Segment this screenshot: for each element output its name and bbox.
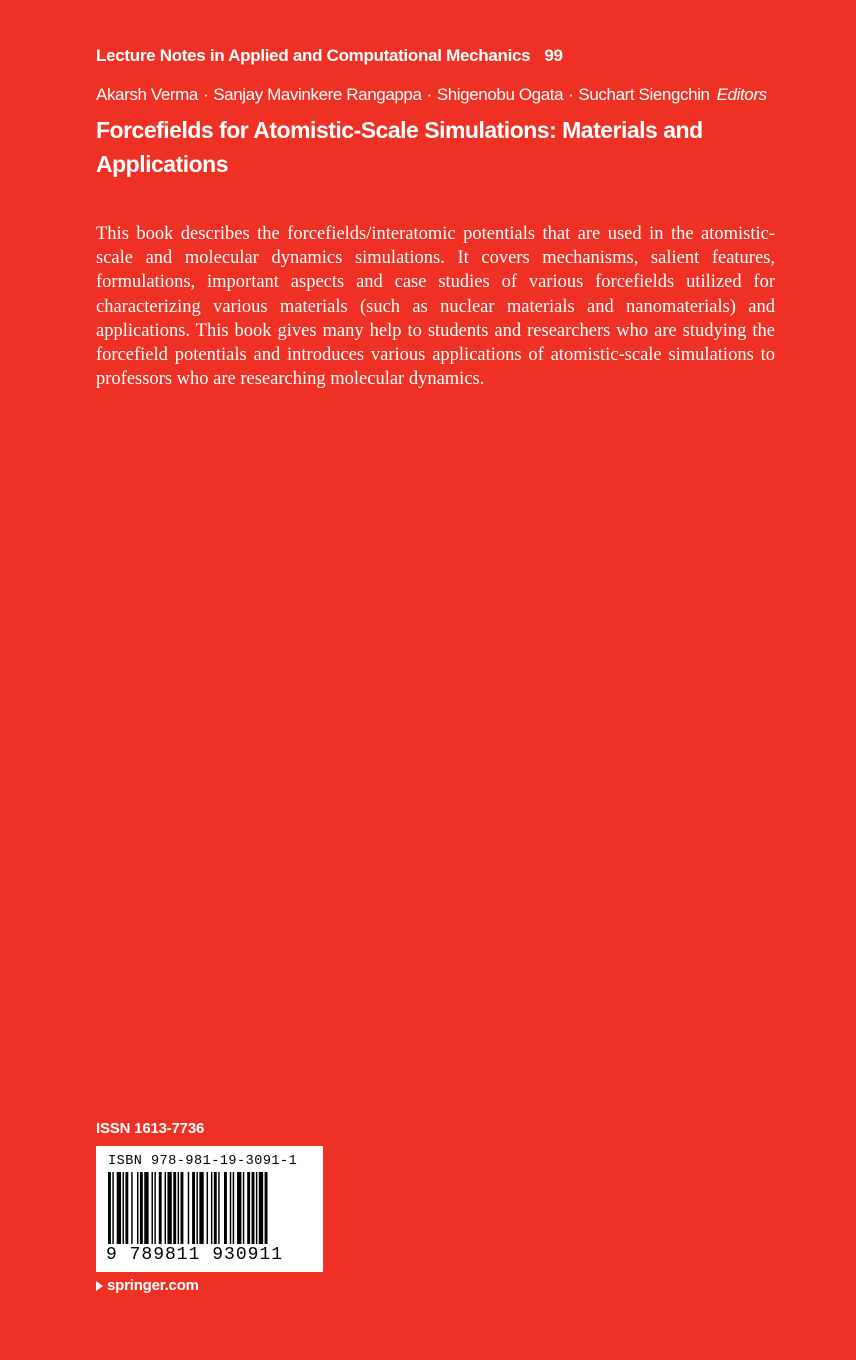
editor-separator: · <box>202 85 209 104</box>
barcode-bar <box>181 1172 184 1244</box>
editors-line <box>96 85 767 105</box>
barcode-bar <box>152 1172 153 1244</box>
barcode-bar <box>237 1172 241 1244</box>
barcode-bar <box>154 1172 155 1244</box>
barcode-bar <box>247 1172 250 1244</box>
barcode-bar <box>230 1172 231 1244</box>
series-line <box>96 46 563 66</box>
barcode-bar <box>233 1172 234 1244</box>
barcode-bar <box>123 1172 124 1244</box>
barcode-bar <box>167 1172 171 1244</box>
barcode-bar <box>140 1172 143 1244</box>
barcode-bar <box>265 1172 268 1244</box>
barcode-bar <box>117 1172 121 1244</box>
barcode-bars <box>108 1172 313 1244</box>
barcode-bar <box>131 1172 132 1244</box>
barcode-bar <box>218 1172 219 1244</box>
editor-name: Suchart Siengchin <box>578 85 710 104</box>
barcode-bar <box>165 1172 166 1244</box>
barcode-bar <box>144 1172 148 1244</box>
barcode-bar <box>125 1172 128 1244</box>
barcode-bar <box>243 1172 244 1244</box>
book-description: This book describes the forcefields/interatomic potentials that are used in the atomistic-scale and molecular dynamics simulations. It covers mechanisms, salient features, formulations, important aspects and case studies of various forcefields utilized for characterizing various materials (such as nuclear materials and nanomaterials) and applications. This book gives many help to students and researchers who are studying the forcefield potentials and introduces various applications of atomistic-scale simulations to professors who are researching molecular dynamics. <box>96 224 775 390</box>
barcode-bar <box>259 1172 263 1244</box>
barcode-bar <box>224 1172 227 1244</box>
editor-name: Akarsh Verma <box>96 85 198 104</box>
book-title: Forcefields for Atomistic-Scale Simulations: Materials and Applications <box>96 117 703 177</box>
website-link[interactable] <box>96 1277 199 1294</box>
barcode-bar <box>199 1172 203 1244</box>
isbn-barcode <box>96 1146 323 1272</box>
barcode-bar <box>173 1172 176 1244</box>
editor-separator: · <box>568 85 574 104</box>
editor-separator: · <box>426 85 432 104</box>
barcode-bar <box>159 1172 162 1244</box>
editor-name: Shigenobu Ogata <box>436 85 564 104</box>
editor-name: Sanjay Mavinkere Rangappa <box>213 85 422 104</box>
barcode-bar <box>207 1172 208 1244</box>
barcode-bar <box>196 1172 197 1244</box>
series-volume: 99 <box>544 46 563 65</box>
barcode-bar <box>112 1172 113 1244</box>
barcode-bar <box>108 1172 111 1244</box>
website-text: springer.com <box>107 1277 199 1294</box>
barcode-bar <box>252 1172 255 1244</box>
editors-role: Editors <box>716 85 767 104</box>
barcode-digits: 9 789811 930911 <box>106 1245 284 1265</box>
barcode-bar <box>192 1172 195 1244</box>
arrow-right-icon <box>96 1281 103 1291</box>
barcode-bar <box>211 1172 212 1244</box>
barcode-bar <box>178 1172 179 1244</box>
series-name: Lecture Notes in Applied and Computational Mechanics <box>96 46 531 65</box>
barcode-bar <box>188 1172 189 1244</box>
issn-label: ISSN 1613-7736 <box>96 1120 205 1137</box>
barcode-bar <box>137 1172 138 1244</box>
barcode-bar <box>214 1172 217 1244</box>
barcode-bar <box>256 1172 257 1244</box>
isbn-label: ISBN 978-981-19-3091-1 <box>108 1154 298 1169</box>
